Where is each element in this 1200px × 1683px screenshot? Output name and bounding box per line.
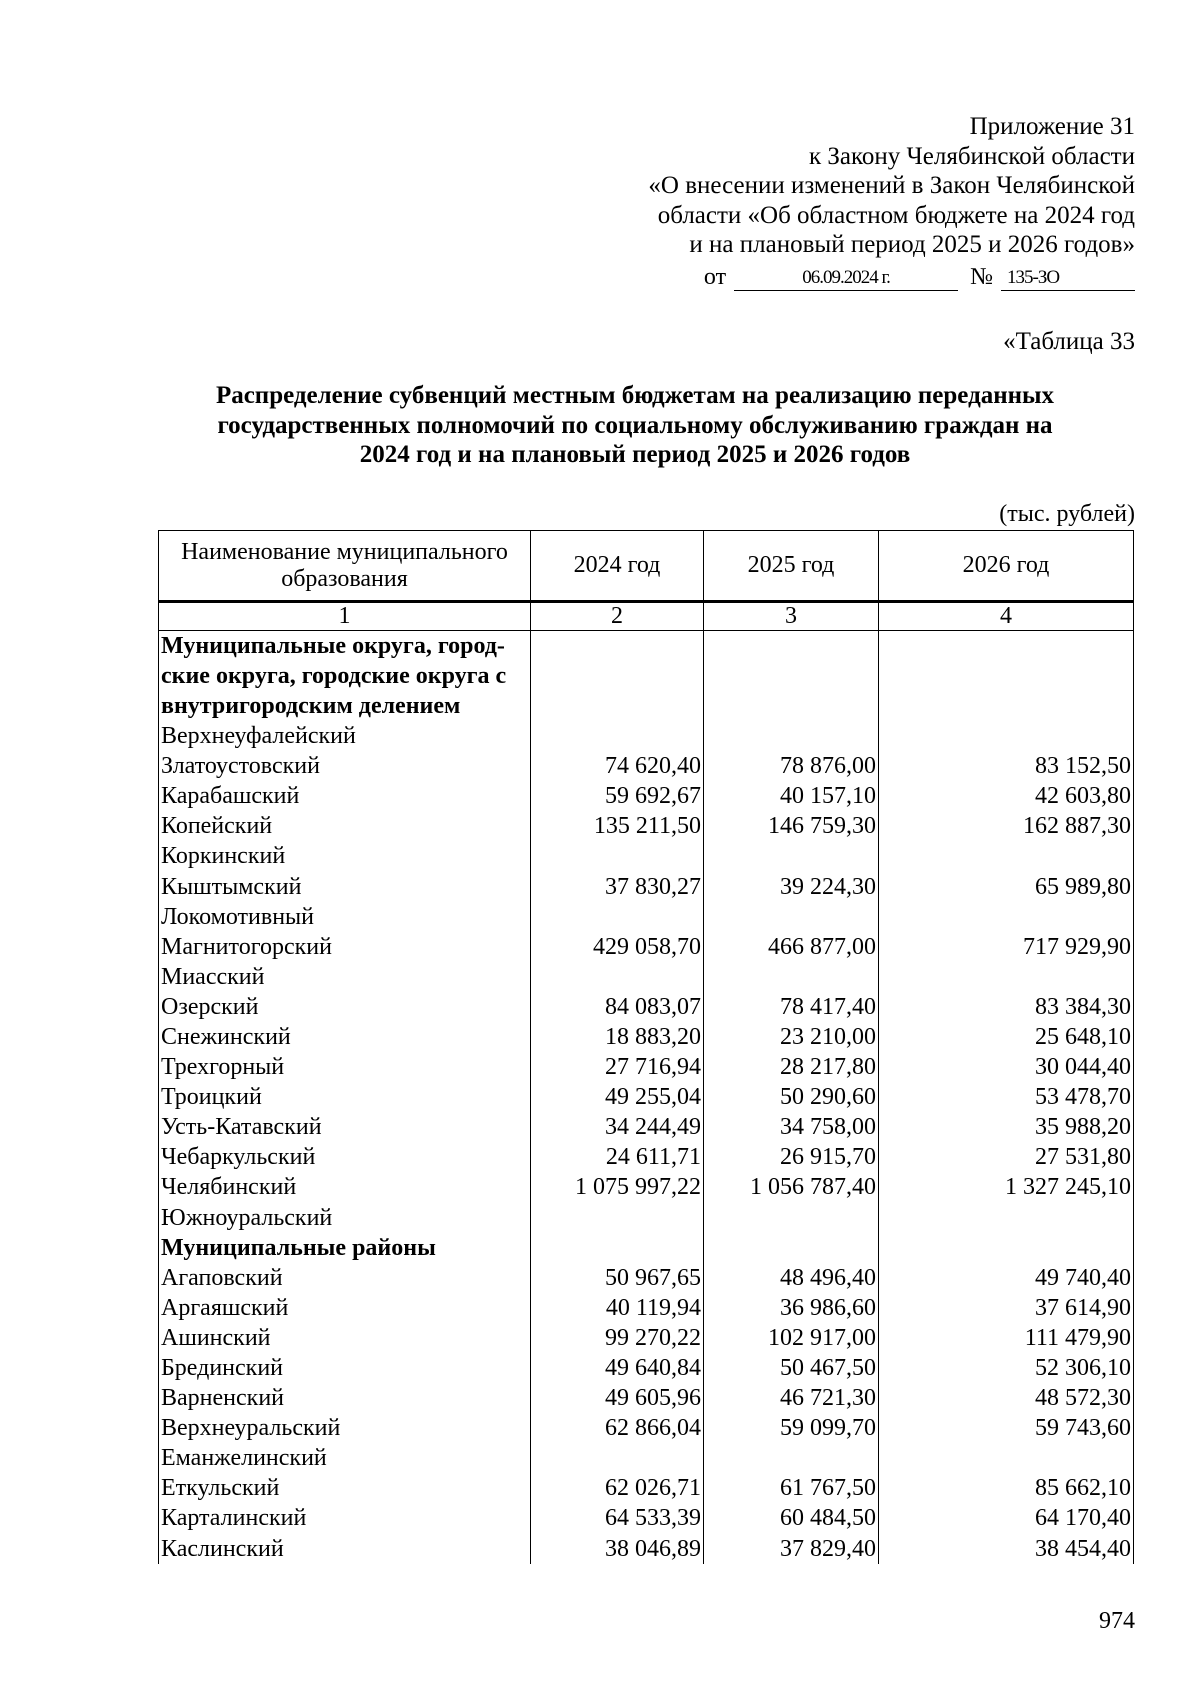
value-2024 [531,841,704,871]
value-2025 [704,721,879,751]
municipality-name: Карталинский [159,1503,531,1533]
value-2025: 46 721,30 [704,1383,879,1413]
table-row [159,1353,1134,1383]
value-2025: 78 417,40 [704,992,879,1022]
value-2025: 23 210,00 [704,1022,879,1052]
appendix-line: «О внесении изменений в Закон Челябинской [648,172,1135,199]
value-2026: 38 454,40 [879,1534,1134,1564]
value-2024: 49 605,96 [531,1383,704,1413]
value-2024: 429 058,70 [531,932,704,962]
table-row [159,1112,1134,1142]
municipality-name: Варненский [159,1383,531,1413]
table-row [159,1172,1134,1202]
value-2025: 36 986,60 [704,1293,879,1323]
value-2026: 83 152,50 [879,751,1134,781]
column-number-row [159,602,1134,631]
value-2024: 49 640,84 [531,1353,704,1383]
municipality-name: Аргаяшский [159,1293,531,1323]
table-row [159,1503,1134,1533]
table-row [159,1263,1134,1293]
table-row [159,1413,1134,1443]
header-2025: 2025 год [704,531,879,602]
value-2025 [704,962,879,992]
table-row [159,962,1134,992]
value-2024 [531,721,704,751]
title-line: Распределение субвенций местным бюджетам на реализацию переданных [215,382,1055,409]
value-2026: 1 327 245,10 [879,1172,1134,1202]
table-row [159,751,1134,781]
empty-cell [704,631,879,722]
municipality-name: Златоустовский [159,751,531,781]
municipality-name: Снежинский [159,1022,531,1052]
value-2024 [531,902,704,932]
value-2025: 50 467,50 [704,1353,879,1383]
municipality-name: Локомотивный [159,902,531,932]
value-2025: 50 290,60 [704,1082,879,1112]
table-row [159,932,1134,962]
header-2026: 2026 год [879,531,1134,602]
value-2024: 64 533,39 [531,1503,704,1533]
appendix-line: области «Об областном бюджете на 2024 год [657,201,1135,229]
empty-cell [531,1233,704,1263]
section-title-line: ские округа, городские округа с [161,663,507,689]
section-title-line: внутригородским делением [161,693,461,719]
header-2024: 2024 год [531,531,704,602]
value-2026: 717 929,90 [879,932,1134,962]
value-2025: 34 758,00 [704,1112,879,1142]
value-2024: 135 211,50 [531,811,704,841]
table-row [159,811,1134,841]
table-row [159,1293,1134,1323]
title-line: государственных полномочий по социальному обслуживанию граждан на [217,411,1053,439]
value-2026: 83 384,30 [879,992,1134,1022]
municipality-name: Еманжелинский [159,1443,531,1473]
municipality-name: Миасский [159,962,531,992]
value-2026: 52 306,10 [879,1353,1134,1383]
value-2026 [879,962,1134,992]
table-row [159,1383,1134,1413]
appendix-line: и на плановый период 2025 и 2026 годов» [689,231,1135,258]
value-2025: 1 056 787,40 [704,1172,879,1202]
value-2025: 60 484,50 [704,1503,879,1533]
value-2025: 40 157,10 [704,781,879,811]
law-date-number [704,264,1135,291]
value-2024: 99 270,22 [531,1323,704,1353]
value-2026 [879,721,1134,751]
value-2024: 62 026,71 [531,1473,704,1503]
law-date: 06.09.2024 г. [734,267,958,291]
municipality-name: Карабашский [159,781,531,811]
table-row [159,1323,1134,1353]
section-row-urban [159,631,1134,722]
date-prefix: от [703,264,727,290]
section-title [159,631,531,722]
unit-label: (тыс. рублей) [999,501,1135,527]
subvention-table [158,530,1134,1564]
appendix-line: к Закону Челябинской области [809,142,1135,170]
value-2025 [704,1443,879,1473]
municipality-name: Магнитогорский [159,932,531,962]
empty-cell [531,631,704,722]
empty-cell [704,1233,879,1263]
value-2026: 35 988,20 [879,1112,1134,1142]
value-2024: 27 716,94 [531,1052,704,1082]
municipality-name: Еткульский [159,1473,531,1503]
value-2026: 85 662,10 [879,1473,1134,1503]
appendix-line: Приложение 31 [969,113,1135,140]
value-2026 [879,1443,1134,1473]
value-2025: 466 877,00 [704,932,879,962]
table-row [159,1022,1134,1052]
municipality-name: Коркинский [159,841,531,871]
value-2024: 40 119,94 [531,1293,704,1323]
table-row [159,1443,1134,1473]
value-2025: 61 767,50 [704,1473,879,1503]
value-2024: 18 883,20 [531,1022,704,1052]
table-row [159,1052,1134,1082]
value-2025: 102 917,00 [704,1323,879,1353]
column-number: 1 [159,602,531,631]
page-number: 974 [1099,1608,1135,1634]
value-2026 [879,1203,1134,1233]
municipality-name: Южноуральский [159,1203,531,1233]
table-body [159,631,1134,1564]
municipality-name: Челябинский [159,1172,531,1202]
value-2026: 162 887,30 [879,811,1134,841]
value-2026 [879,841,1134,871]
number-prefix: № [970,264,993,290]
table-row [159,1082,1134,1112]
value-2024: 38 046,89 [531,1534,704,1564]
value-2025: 26 915,70 [704,1142,879,1172]
value-2026: 37 614,90 [879,1293,1134,1323]
value-2024: 50 967,65 [531,1263,704,1293]
municipality-name: Брединский [159,1353,531,1383]
law-number: 135-ЗО [1001,267,1135,291]
title-line: 2024 год и на плановый период 2025 и 2026 годов [359,441,911,468]
section-title-line: Муниципальные округа, город- [161,633,505,659]
value-2024: 1 075 997,22 [531,1172,704,1202]
value-2024: 34 244,49 [531,1112,704,1142]
value-2026: 30 044,40 [879,1052,1134,1082]
appendix-header [575,112,1135,260]
municipality-name: Копейский [159,811,531,841]
value-2026: 111 479,90 [879,1323,1134,1353]
header-name: Наименование муниципального образования [159,531,531,602]
value-2025: 59 099,70 [704,1413,879,1443]
table-row [159,1203,1134,1233]
municipality-name: Верхнеуфалейский [159,721,531,751]
value-2026: 59 743,60 [879,1413,1134,1443]
value-2026: 42 603,80 [879,781,1134,811]
value-2025: 146 759,30 [704,811,879,841]
value-2026: 64 170,40 [879,1503,1134,1533]
value-2024: 84 083,07 [531,992,704,1022]
section-row-districts [159,1233,1134,1263]
value-2024: 62 866,04 [531,1413,704,1443]
value-2025: 37 829,40 [704,1534,879,1564]
value-2025: 39 224,30 [704,871,879,901]
value-2024: 49 255,04 [531,1082,704,1112]
municipality-name: Трехгорный [159,1052,531,1082]
municipality-name: Чебаркульский [159,1142,531,1172]
municipality-name: Каслинский [159,1534,531,1564]
municipality-name: Агаповский [159,1263,531,1293]
table-row [159,1142,1134,1172]
value-2026: 48 572,30 [879,1383,1134,1413]
value-2024: 74 620,40 [531,751,704,781]
value-2026: 49 740,40 [879,1263,1134,1293]
value-2024 [531,1443,704,1473]
empty-cell [879,1233,1134,1263]
municipality-name: Усть-Катавский [159,1112,531,1142]
column-number: 4 [879,602,1134,631]
document-title [160,381,1110,470]
column-number: 3 [704,602,879,631]
value-2026: 27 531,80 [879,1142,1134,1172]
value-2025 [704,841,879,871]
municipality-name: Троицкий [159,1082,531,1112]
value-2026: 25 648,10 [879,1022,1134,1052]
value-2024 [531,1203,704,1233]
value-2025: 48 496,40 [704,1263,879,1293]
empty-cell [879,631,1134,722]
value-2026: 53 478,70 [879,1082,1134,1112]
table-row [159,871,1134,901]
value-2025 [704,902,879,932]
table-label: «Таблица 33 [1003,328,1135,355]
table-row [159,841,1134,871]
municipality-name: Кыштымский [159,871,531,901]
table-row [159,902,1134,932]
table-row [159,1473,1134,1503]
municipality-name: Ашинский [159,1323,531,1353]
value-2025: 28 217,80 [704,1052,879,1082]
header-row [159,531,1134,602]
value-2024: 37 830,27 [531,871,704,901]
value-2025: 78 876,00 [704,751,879,781]
table-row [159,781,1134,811]
value-2024: 59 692,67 [531,781,704,811]
value-2026 [879,902,1134,932]
section-title: Муниципальные районы [159,1233,531,1263]
table-row [159,1534,1134,1564]
value-2024: 24 611,71 [531,1142,704,1172]
column-number: 2 [531,602,704,631]
municipality-name: Озерский [159,992,531,1022]
table-row [159,721,1134,751]
value-2024 [531,962,704,992]
value-2025 [704,1203,879,1233]
table-row [159,992,1134,1022]
value-2026: 65 989,80 [879,871,1134,901]
municipality-name: Верхнеуральский [159,1413,531,1443]
